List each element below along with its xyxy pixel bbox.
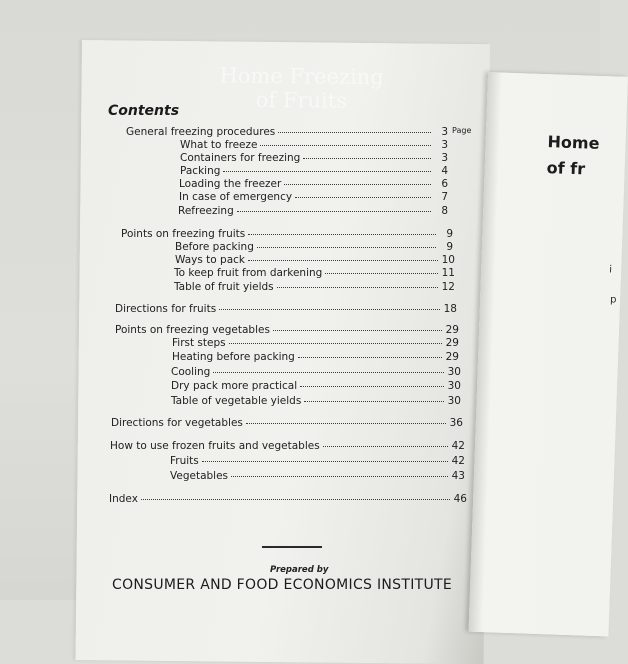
right-page-title-line-1: Home bbox=[547, 132, 600, 153]
dot-leader bbox=[323, 446, 448, 447]
toc-entry bbox=[109, 493, 467, 507]
toc-entry-title: Containers for freezing bbox=[180, 152, 301, 164]
toc-entry-page: 8 bbox=[441, 205, 448, 217]
toc-entry-page: 7 bbox=[441, 191, 448, 203]
toc-entry bbox=[170, 455, 465, 469]
toc-entry-page: 29 bbox=[445, 351, 459, 363]
toc-entry-page: 42 bbox=[451, 455, 465, 467]
toc-entry-title: Directions for fruits bbox=[115, 303, 217, 315]
page-column-label: Page bbox=[452, 126, 472, 135]
dot-leader bbox=[284, 184, 431, 185]
toc-entry-title: Refreezing bbox=[178, 205, 234, 217]
toc-entry bbox=[171, 380, 461, 394]
toc-entry bbox=[110, 440, 465, 454]
right-page-text-fragment: p bbox=[609, 294, 617, 306]
toc-entry bbox=[170, 470, 465, 484]
toc-entry bbox=[171, 366, 461, 380]
dot-leader bbox=[277, 287, 438, 288]
institute-name: CONSUMER AND FOOD ECONOMICS INSTITUTE bbox=[112, 577, 453, 593]
toc-entry-title: Points on freezing fruits bbox=[121, 228, 246, 240]
dot-leader bbox=[300, 386, 444, 387]
dot-leader bbox=[257, 247, 436, 248]
toc-entry-title: Table of fruit yields bbox=[174, 281, 274, 293]
toc-entry-title: Fruits bbox=[170, 455, 199, 467]
toc-entry-page: 46 bbox=[453, 493, 467, 505]
toc-entry bbox=[175, 254, 455, 268]
toc-entry-page: 9 bbox=[446, 228, 453, 240]
toc-entry-page: 4 bbox=[441, 165, 448, 177]
toc-entry-title: What to freeze bbox=[180, 139, 258, 151]
toc-entry bbox=[179, 191, 448, 205]
toc-entry-title: Before packing bbox=[175, 241, 254, 253]
toc-entry-title: General freezing procedures bbox=[126, 126, 276, 138]
right-page-text-fragment: i bbox=[608, 264, 613, 276]
toc-entry-page: 3 bbox=[441, 152, 448, 164]
dot-leader bbox=[278, 132, 431, 133]
toc-entry-title: How to use frozen fruits and vegetables bbox=[110, 440, 320, 452]
toc-entry-title: First steps bbox=[172, 337, 226, 349]
dot-leader bbox=[304, 401, 444, 402]
toc-entry-page: 11 bbox=[441, 267, 455, 279]
dot-leader bbox=[231, 476, 448, 477]
toc-entry-page: 29 bbox=[445, 337, 459, 349]
toc-entry-title: Directions for vegetables bbox=[111, 417, 243, 429]
dot-leader bbox=[325, 273, 438, 274]
toc-entry-title: To keep fruit from darkening bbox=[174, 267, 323, 279]
toc-entry-title: Vegetables bbox=[170, 470, 229, 482]
show-through-title-line-1: Home Freezing bbox=[219, 63, 384, 90]
toc-entry bbox=[115, 303, 457, 317]
toc-entry bbox=[174, 281, 455, 295]
toc-entry bbox=[175, 241, 453, 255]
toc-entry bbox=[174, 267, 455, 281]
toc-entry-title: Heating before packing bbox=[172, 351, 295, 363]
toc-entry-title: Cooling bbox=[171, 366, 211, 378]
toc-entry-page: 42 bbox=[451, 440, 465, 452]
toc-entry-title: Table of vegetable yields bbox=[171, 395, 302, 407]
toc-entry-page: 43 bbox=[451, 470, 465, 482]
toc-entry-page: 6 bbox=[441, 178, 448, 190]
toc-entry-page: 10 bbox=[441, 254, 455, 266]
toc-entry bbox=[115, 324, 459, 338]
toc-entry bbox=[180, 139, 448, 153]
toc-entry-page: 29 bbox=[445, 324, 459, 336]
toc-entry-title: Loading the freezer bbox=[179, 178, 282, 190]
divider-line bbox=[262, 546, 322, 548]
toc-entry-page: 30 bbox=[447, 380, 461, 392]
toc-entry bbox=[180, 165, 448, 179]
dot-leader bbox=[303, 158, 431, 159]
dot-leader bbox=[298, 357, 442, 358]
toc-entry bbox=[126, 126, 448, 140]
dot-leader bbox=[273, 330, 442, 331]
dot-leader bbox=[248, 260, 438, 261]
show-through-title-line-2: of Fruits bbox=[255, 87, 348, 113]
toc-entry-title: In case of emergency bbox=[179, 191, 293, 203]
toc-entry-title: Points on freezing vegetables bbox=[115, 324, 270, 336]
toc-entry-page: 12 bbox=[441, 281, 455, 293]
toc-entry bbox=[178, 205, 448, 219]
toc-entry bbox=[172, 351, 459, 365]
dot-leader bbox=[246, 423, 446, 424]
dot-leader bbox=[295, 197, 431, 198]
booklet-right-page bbox=[468, 72, 627, 637]
dot-leader bbox=[237, 211, 431, 212]
toc-entry-title: Index bbox=[109, 493, 138, 505]
dot-leader bbox=[213, 372, 444, 373]
toc-entry-title: Dry pack more practical bbox=[171, 380, 298, 392]
dot-leader bbox=[223, 171, 431, 172]
contents-heading: Contents bbox=[108, 103, 180, 119]
toc-entry bbox=[179, 178, 448, 192]
toc-entry-title: Ways to pack bbox=[175, 254, 245, 266]
toc-entry-page: 9 bbox=[446, 241, 453, 253]
toc-entry-page: 30 bbox=[447, 395, 461, 407]
toc-entry bbox=[171, 395, 461, 409]
toc-entry-title: Packing bbox=[180, 165, 221, 177]
toc-entry-page: 30 bbox=[447, 366, 461, 378]
dot-leader bbox=[248, 234, 436, 235]
dot-leader bbox=[260, 145, 431, 146]
dot-leader bbox=[202, 461, 448, 462]
toc-entry bbox=[180, 152, 448, 166]
toc-entry-page: 36 bbox=[449, 417, 463, 429]
toc-entry bbox=[111, 417, 463, 431]
toc-entry bbox=[172, 337, 459, 351]
toc-entry bbox=[121, 228, 453, 242]
toc-entry-page: 18 bbox=[443, 303, 457, 315]
dot-leader bbox=[219, 309, 440, 310]
toc-entry-page: 3 bbox=[441, 126, 448, 138]
prepared-by-label: Prepared by bbox=[270, 565, 329, 575]
dot-leader bbox=[141, 499, 450, 500]
dot-leader bbox=[229, 343, 442, 344]
toc-entry-page: 3 bbox=[441, 139, 448, 151]
right-page-title-line-2: of fr bbox=[546, 158, 586, 179]
